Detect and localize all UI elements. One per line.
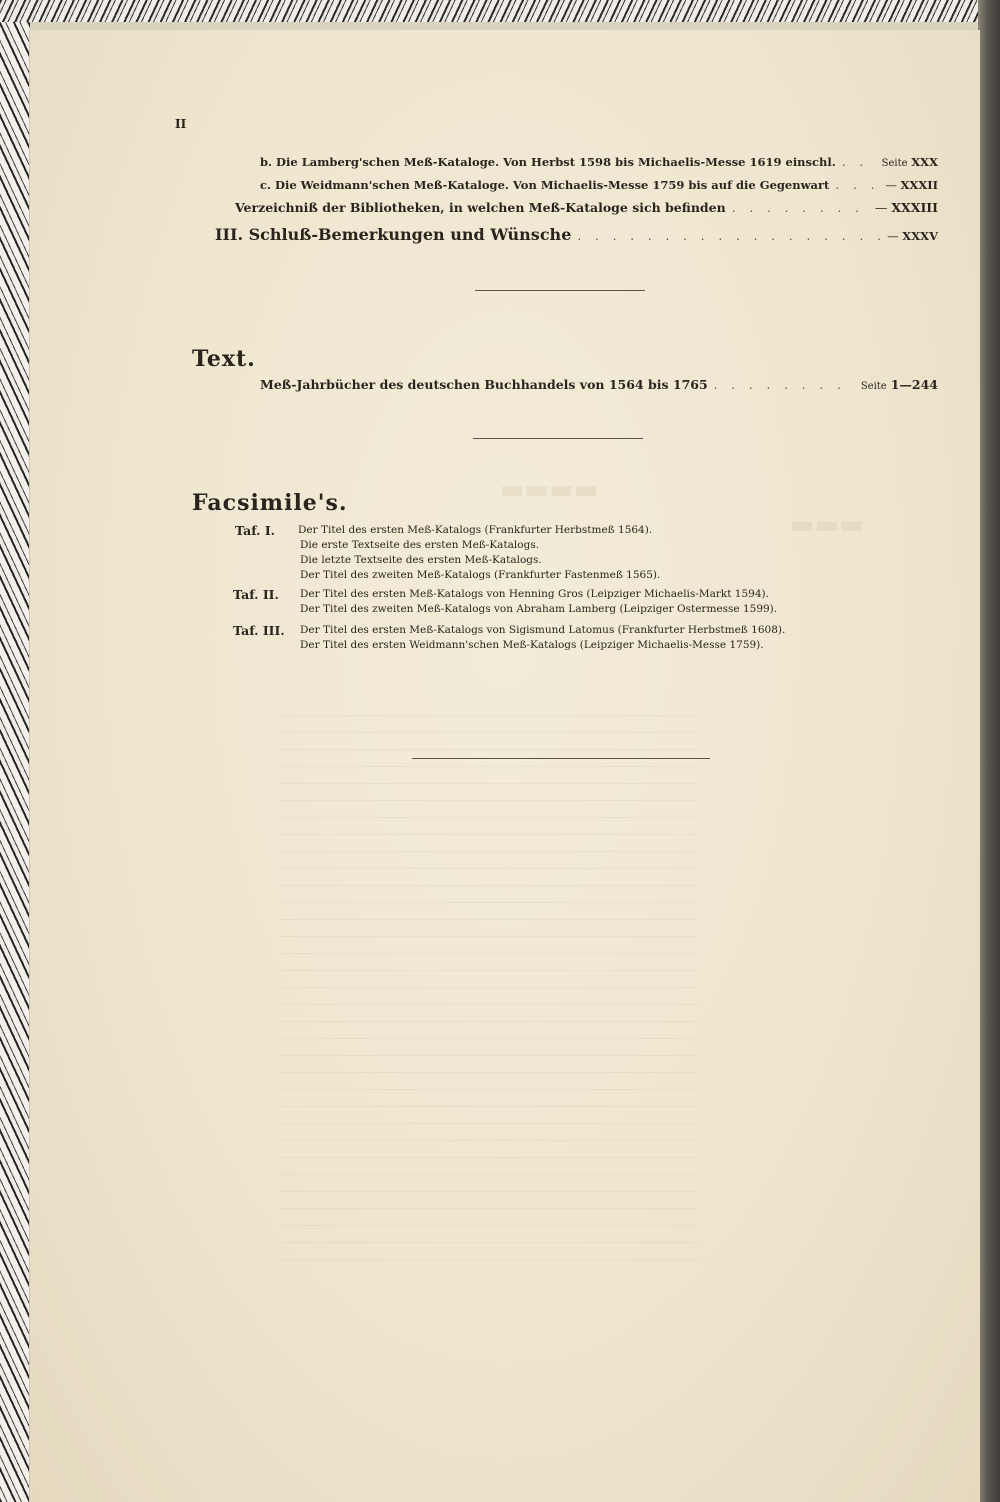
toc-entry-prefix: Seite <box>860 381 887 392</box>
toc-entry-prefix: — <box>887 229 899 243</box>
toc-entry-label: c. Die Weidmann'schen Meß-Kataloge. Von Michaelis-Messe 1759 bis auf die Gegenwart <box>260 178 830 192</box>
toc-entry-label: III. Schluß-Bemerkungen und Wünsche <box>215 225 572 244</box>
plate-line: Der Titel des ersten Meß-Katalogs von Henning Gros (Leipziger Michaelis-Markt 1594). <box>300 588 769 600</box>
toc-entry <box>235 200 938 215</box>
marbled-edge-left <box>0 0 30 1502</box>
plate-label: Taf. III. <box>233 623 285 638</box>
plate-line: Der Titel des zweiten Meß-Katalogs (Frankfurter Fastenmeß 1565). <box>300 569 661 581</box>
toc-entry <box>260 178 938 192</box>
leader-dots <box>714 378 855 392</box>
leader-dots <box>577 229 881 243</box>
plate-label: Taf. II. <box>233 587 279 602</box>
toc-entry-label: b. Die Lamberg'schen Meß-Kataloge. Von Herbst 1598 bis Michaelis-Messe 1619 einschl. <box>260 155 836 169</box>
plate-line: Der Titel des ersten Meß-Katalogs von Sigismund Latomus (Frankfurter Herbstmeß 1608). <box>300 624 786 636</box>
toc-entry-page: XXXIII <box>891 200 938 215</box>
toc-entry <box>260 155 938 169</box>
plate-line: Der Titel des zweiten Meß-Katalogs von Abraham Lamberg (Leipziger Ostermesse 1599). <box>300 603 778 615</box>
toc-entry-label: Verzeichniß der Bibliotheken, in welchen Meß-Kataloge sich befinden <box>235 200 726 215</box>
section-heading-facsimiles: Facsimile's. <box>192 490 348 516</box>
toc-entry-prefix: — <box>874 200 888 215</box>
toc-entry-label: Meß-Jahrbücher des deutschen Buchhandels von 1564 bis 1765 <box>260 377 708 392</box>
book-spine-edge <box>978 0 1000 1502</box>
show-through-heading: ▬▬▬ <box>790 510 864 540</box>
document-page <box>30 30 980 1502</box>
leader-dots <box>732 201 869 215</box>
marbled-edge-top <box>0 0 1000 22</box>
toc-entry <box>260 377 938 392</box>
section-divider <box>475 290 645 291</box>
section-heading-text: Text. <box>192 346 256 372</box>
page-number: II <box>175 117 187 131</box>
toc-entry-prefix: — <box>885 178 897 192</box>
plate-label: Taf. I. <box>235 523 276 538</box>
plate-line: Der Titel des ersten Weidmann'schen Meß-Katalogs (Leipziger Michaelis-Messe 1759). <box>300 639 764 651</box>
leader-dots <box>835 178 879 192</box>
toc-entry-prefix: Seite <box>881 158 908 169</box>
toc-entry-page: XXXII <box>900 178 938 192</box>
toc-entry-page: XXXV <box>902 229 938 243</box>
leader-dots <box>842 155 876 169</box>
show-through-texture <box>280 710 700 1270</box>
toc-entry-page: XXX <box>911 155 938 169</box>
toc-entry-page: 1—244 <box>890 377 938 392</box>
section-divider <box>473 438 643 439</box>
plate-line: Die letzte Textseite des ersten Meß-Katalogs. <box>300 554 542 566</box>
toc-entry <box>215 225 938 244</box>
plate-line: Der Titel des ersten Meß-Katalogs (Frankfurter Herbstmeß 1564). <box>298 524 653 536</box>
show-through-heading: ▬▬▬▬ <box>500 475 599 505</box>
plate-line: Die erste Textseite des ersten Meß-Katalogs. <box>300 539 540 551</box>
